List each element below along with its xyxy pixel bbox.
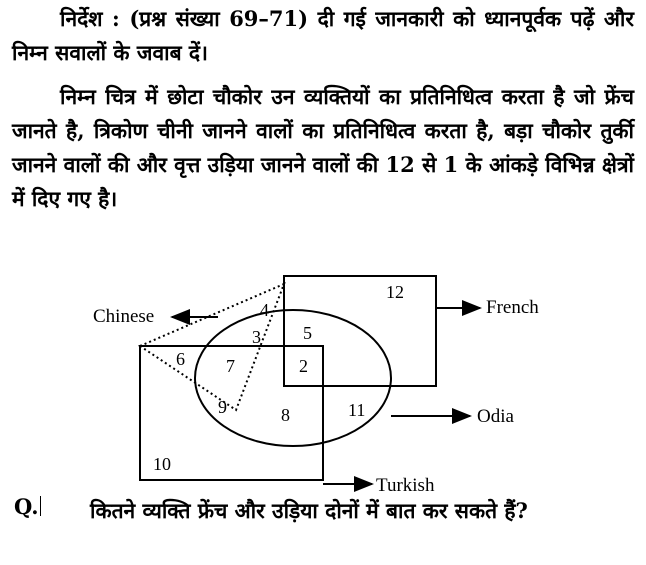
chinese-label: Chinese <box>93 306 155 327</box>
region-number: 6 <box>176 349 185 369</box>
region-number: 12 <box>386 282 404 302</box>
region-number: 3 <box>252 327 261 347</box>
region-number: 5 <box>303 323 312 343</box>
region-number: 10 <box>153 454 171 474</box>
french-label: French <box>486 297 539 318</box>
region-number: 9 <box>218 397 227 417</box>
region-number: 2 <box>299 356 308 376</box>
region-number: 4 <box>260 300 269 320</box>
venn-diagram <box>0 270 646 500</box>
question-label: Q. <box>14 494 39 519</box>
turkish-label: Turkish <box>376 475 435 496</box>
region-number: 8 <box>281 405 290 425</box>
odia-circle <box>195 310 391 446</box>
region-number: 11 <box>348 400 366 420</box>
odia-label: Odia <box>477 406 514 427</box>
question-text: कितने व्यक्ति फ्रेंच और उड़िया दोनों में बात कर सकते हैं? <box>90 498 528 523</box>
region-number: 7 <box>226 356 235 376</box>
diagram-description: निम्न चित्र में छोटा चौकोर उन व्यक्तियों का प्रतिनिधित्व करता है जो फ्रेंच जानते है, त्रिकोण चीनी जानने वालों का प्रतिनिधित्व करता है, बड़ा चौकोर तुर्की जानने वालों की और वृत्त उड़िया जानने वालों की 12 से 1 के आंकड़े विभिन्न क्षेत्रों में दिए गए है। <box>12 84 634 211</box>
instructions: निर्देश : (प्रश्न संख्या 69–71) दी गई जानकारी को ध्यानपूर्वक पढ़ें और निम्न सवालों के जवाब दें। <box>12 6 634 65</box>
text-cursor <box>40 496 41 516</box>
